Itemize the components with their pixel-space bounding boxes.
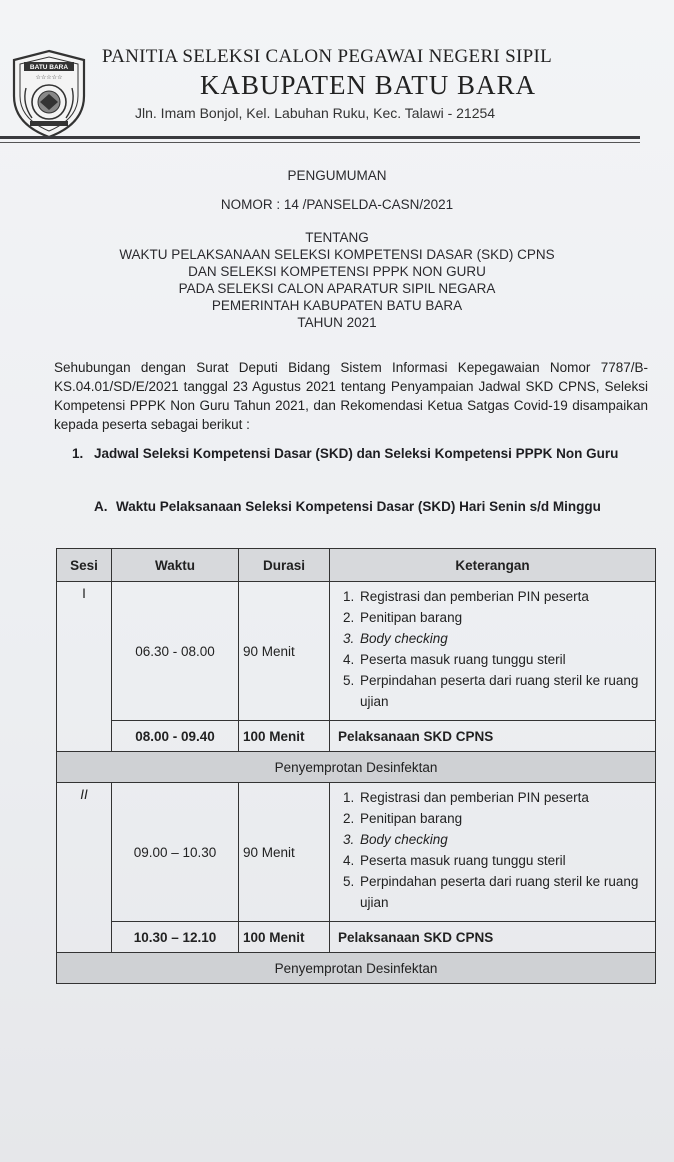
disinfection-label: Penyemprotan Desinfektan [57, 752, 656, 783]
list-item: 1. Registrasi dan pemberian PIN peserta [358, 787, 649, 808]
header-waktu: Waktu [112, 549, 239, 582]
prep-steps [330, 783, 656, 922]
table-header-row [57, 549, 656, 582]
header-sesi: Sesi [57, 549, 112, 582]
table-row [57, 752, 656, 783]
prep-steps [330, 582, 656, 721]
regency-name: KABUPATEN BATU BARA [200, 70, 537, 100]
svg-text:☆☆☆☆☆: ☆☆☆☆☆ [35, 74, 63, 81]
subject-line: PEMERINTAH KABUPATEN BATU BARA [211, 298, 463, 313]
header-durasi: Durasi [239, 549, 330, 582]
section-1-text: Jadwal Seleksi Kompetensi Dasar (SKD) dan Seleksi Kompetensi PPPK Non Guru [94, 446, 619, 461]
list-item: 3. Body checking [358, 628, 649, 649]
table-row [57, 922, 656, 953]
exam-label: Pelaksanaan SKD CPNS [330, 721, 656, 752]
announcement-number: NOMOR : 14 /PANSELDA-CASN/2021 [220, 197, 454, 212]
list-item: 3. Body checking [358, 829, 649, 850]
list-item: 4. Peserta masuk ruang tunggu steril [358, 649, 649, 670]
exam-duration: 100 Menit [239, 721, 330, 752]
list-item: 2. Penitipan barang [358, 607, 649, 628]
table-row [57, 783, 656, 922]
subject-line: TAHUN 2021 [297, 315, 377, 330]
list-item: 1. Registrasi dan pemberian PIN peserta [358, 586, 649, 607]
session-number: I [57, 582, 112, 752]
list-item: 5. Perpindahan peserta dari ruang steril ke ruang ujian [358, 670, 649, 712]
schedule-table [56, 548, 656, 984]
subject-line: DAN SELEKSI KOMPETENSI PPPK NON GURU [188, 264, 486, 279]
exam-time: 08.00 - 09.40 [112, 721, 239, 752]
prep-duration: 90 Menit [239, 582, 330, 721]
table-row [57, 953, 656, 984]
subject-line: PADA SELEKSI CALON APARATUR SIPIL NEGARA [178, 281, 496, 296]
announcement-title: PENGUMUMAN [287, 168, 387, 183]
table-row [57, 721, 656, 752]
prep-time: 09.00 – 10.30 [112, 783, 239, 922]
batu-bara-emblem-icon [8, 48, 90, 140]
intro-paragraph: Sehubungan dengan Surat Deputi Bidang Sistem Informasi Kepegawaian Nomor 7787/B-KS.04.01/SD/E/2021 tanggal 23 Agustus 2021 tentang Penyampaian Jadwal SKD CPNS, Seleksi Kompetensi PPPK Non Guru Tahun 2021, dan Rekomendasi Ketua Satgas Covid-19 disampaikan kepada peserta sebagai berikut : [54, 360, 648, 432]
header-keterangan: Keterangan [330, 549, 656, 582]
logo-text: BATU BARA [29, 64, 69, 71]
announcement-about: TENTANG [305, 230, 369, 245]
list-item: 2. Penitipan barang [358, 808, 649, 829]
exam-duration: 100 Menit [239, 922, 330, 953]
office-address: Jln. Imam Bonjol, Kel. Labuhan Ruku, Kec. Talawi - 21254 [135, 105, 496, 121]
subject-line: WAKTU PELAKSANAAN SELEKSI KOMPETENSI DASAR (SKD) CPNS [119, 247, 555, 262]
exam-label: Pelaksanaan SKD CPNS [330, 922, 656, 953]
disinfection-label: Penyemprotan Desinfektan [57, 953, 656, 984]
section-a-number: A. [94, 499, 108, 514]
session-number: II [57, 783, 112, 953]
letterhead-rule-thick [0, 136, 640, 139]
section-1-number: 1. [72, 446, 84, 461]
list-item: 5. Perpindahan peserta dari ruang steril ke ruang ujian [358, 871, 649, 913]
section-a-text: Waktu Pelaksanaan Seleksi Kompetensi Dasar (SKD) Hari Senin s/d Minggu [116, 499, 601, 514]
prep-duration: 90 Menit [239, 783, 330, 922]
committee-name: PANITIA SELEKSI CALON PEGAWAI NEGERI SIPIL [102, 46, 553, 67]
exam-time: 10.30 – 12.10 [112, 922, 239, 953]
table-row [57, 582, 656, 721]
list-item: 4. Peserta masuk ruang tunggu steril [358, 850, 649, 871]
prep-time: 06.30 - 08.00 [112, 582, 239, 721]
letterhead-rule-thin [0, 142, 640, 143]
